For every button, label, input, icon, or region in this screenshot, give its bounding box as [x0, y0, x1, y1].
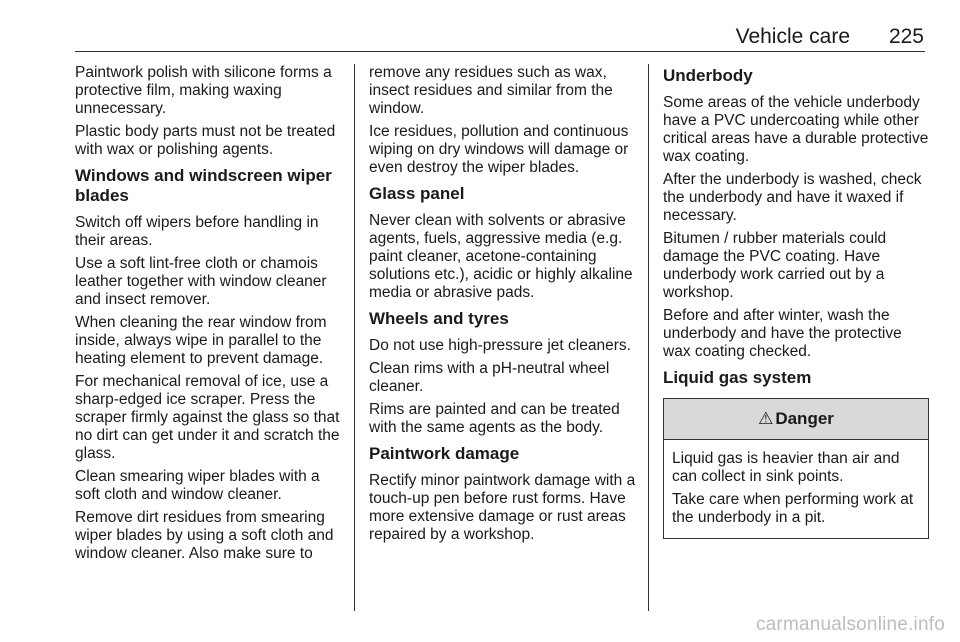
paragraph: Bitumen / rubber materials could damage the PVC coating. Have underbody work carried out by a workshop. — [663, 230, 887, 301]
paragraph: Take care when performing work at the underbody in a pit. — [672, 491, 914, 526]
paragraph: Paintwork polish with silicone forms a protective film, making waxing unnecessary. — [75, 64, 332, 117]
column-1 — [75, 64, 347, 568]
watermark: carmanualsonline.info — [755, 614, 945, 635]
paragraph: Remove dirt residues from smearing wiper blades by using a soft cloth and window cleaner. Also make sure to — [75, 509, 334, 562]
danger-header — [664, 399, 928, 440]
section-heading-paintwork-damage: Paintwork damage — [369, 444, 520, 463]
paragraph: Clean smearing wiper blades with a soft cloth and window cleaner. — [75, 468, 320, 503]
paragraph: Rims are painted and can be treated with the same agents as the body. — [369, 401, 620, 436]
paragraph: Some areas of the vehicle underbody have a PVC undercoating while other critical areas have a durable protective wax coating. — [663, 94, 929, 165]
column-divider-2 — [648, 64, 649, 611]
paragraph: After the underbody is washed, check the underbody and have it waxed if necessary. — [663, 171, 922, 224]
paragraph: Switch off wipers before handling in their areas. — [75, 214, 319, 249]
page-header — [0, 0, 960, 60]
paragraph: Never clean with solvents or abrasive agents, fuels, aggressive media (e.g. paint cleaner, acetone-containing solutions etc.), acidic or highly alkaline media or abrasive pads. — [369, 212, 633, 301]
section-heading-wheels: Wheels and tyres — [369, 309, 509, 328]
paragraph: Plastic body parts must not be treated with wax or polishing agents. — [75, 123, 336, 158]
danger-title: Danger — [775, 409, 834, 428]
paragraph: Before and after winter, wash the underbody and have the protective wax coating checked. — [663, 307, 902, 360]
section-heading-underbody: Underbody — [663, 66, 753, 85]
section-heading-windows: Windows and windscreen wiper blades — [75, 166, 332, 205]
section-heading-liquid-gas: Liquid gas system — [663, 368, 812, 387]
paragraph: Use a soft lint-free cloth or chamois leather together with window cleaner and insect remover. — [75, 255, 327, 308]
column-3 — [663, 64, 929, 539]
paragraph: Liquid gas is heavier than air and can collect in sink points. — [672, 450, 900, 485]
column-2 — [369, 64, 637, 549]
page-number: 225 — [888, 25, 924, 48]
danger-box — [663, 398, 929, 539]
section-heading-glass-panel: Glass panel — [369, 184, 465, 203]
danger-body — [664, 440, 928, 538]
paragraph: Do not use high-pressure jet cleaners. — [369, 337, 631, 354]
paragraph: Rectify minor paintwork damage with a touch-up pen before rust forms. Have more extensive damage or rust areas repaired by a workshop. — [369, 472, 636, 543]
page-title: Vehicle care — [735, 25, 850, 48]
column-divider-1 — [354, 64, 355, 611]
paragraph: remove any residues such as wax, insect residues and similar from the window. — [369, 64, 613, 117]
paragraph: When cleaning the rear window from inside, always wipe in parallel to the heating element to prevent damage. — [75, 314, 327, 367]
paragraph: Ice residues, pollution and continuous wiping on dry windows will damage or even destroy the wiper blades. — [369, 123, 629, 176]
paragraph: Clean rims with a pH-neutral wheel cleaner. — [369, 360, 610, 395]
warning-triangle-icon: ⚠ — [758, 409, 774, 428]
header-divider — [75, 51, 925, 52]
paragraph: For mechanical removal of ice, use a sharp-edged ice scraper. Press the scraper firmly against the glass so that no dirt can get under it and scratch the glass. — [75, 373, 340, 462]
